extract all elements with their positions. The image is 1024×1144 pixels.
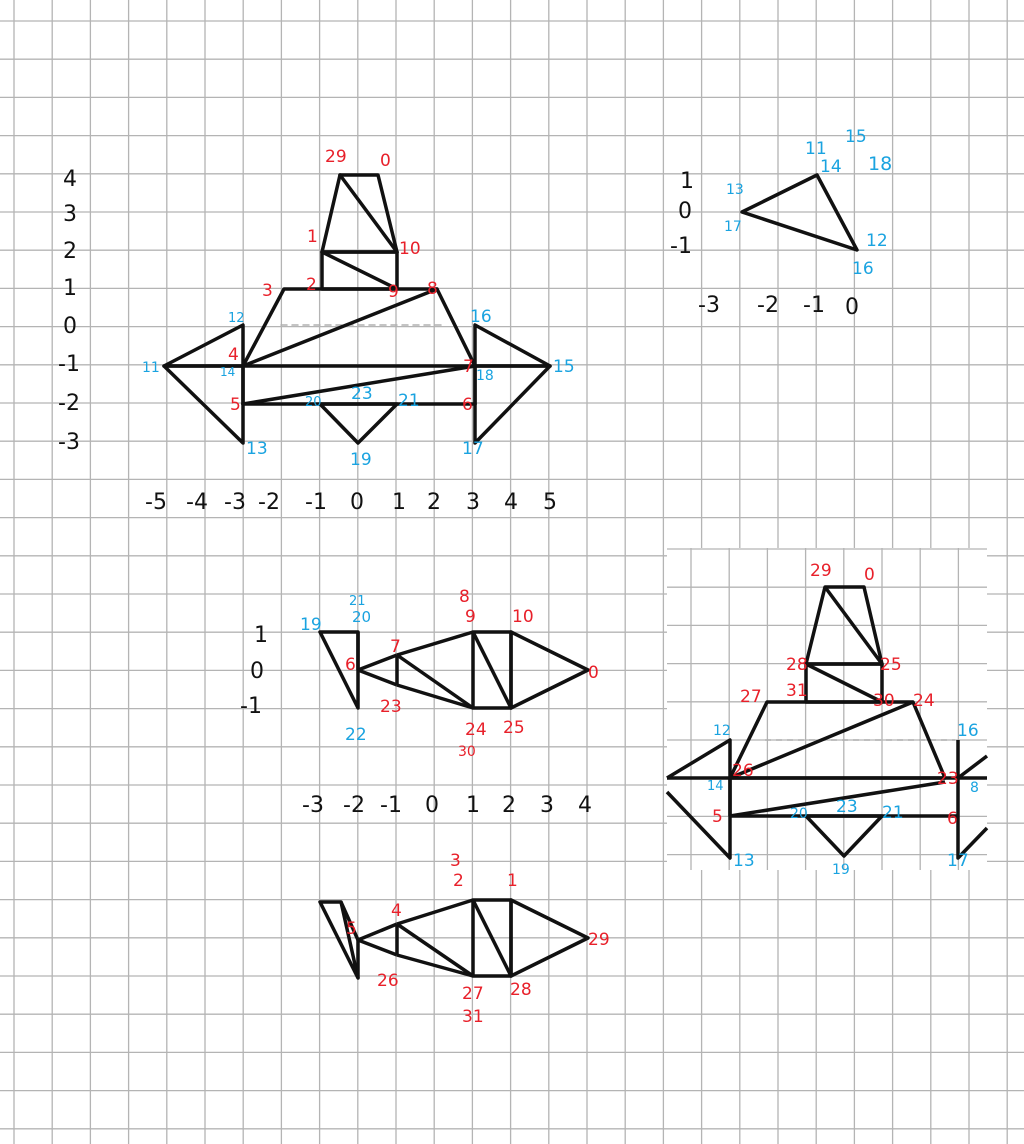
x-tick: -3	[224, 490, 246, 515]
y-tick: 0	[250, 659, 264, 684]
vertex-label: 25	[880, 655, 902, 675]
vertex-label: 11	[142, 360, 160, 376]
vertex-label: 28	[510, 980, 532, 1000]
vertex-label: 26	[377, 971, 399, 991]
vertex-label: 20	[352, 608, 372, 626]
vertex-label: 16	[852, 259, 874, 279]
x-tick: -2	[343, 793, 365, 818]
right-wing-upper	[475, 325, 550, 366]
vertex-label: 11	[805, 139, 827, 159]
vertex-label: 1	[307, 227, 318, 247]
vertex-label: 13	[733, 851, 755, 871]
y-tick: 4	[63, 167, 77, 192]
vertex-label: 19	[300, 615, 322, 635]
vertex-label: 14	[220, 365, 236, 379]
vertex-label: 14	[820, 157, 842, 177]
vertex-label: 20	[790, 806, 808, 822]
vertex-label: 17	[724, 219, 742, 235]
body-trapezoid	[243, 289, 475, 366]
x-tick: 0	[845, 295, 859, 320]
x-tick: 3	[540, 793, 554, 818]
vertex-label: 21	[349, 594, 366, 609]
vertex-label: 16	[957, 721, 979, 741]
x-tick: -4	[186, 490, 208, 515]
vertex-label: 23	[937, 769, 959, 789]
top-trapezoid	[322, 175, 397, 252]
vertex-label: 4	[391, 901, 402, 921]
y-tick: -2	[58, 391, 80, 416]
vertex-label: 7	[390, 637, 401, 657]
vertex-label: 18	[476, 368, 494, 384]
edge	[397, 685, 473, 708]
vertex-label: 13	[726, 182, 744, 198]
x-tick: 5	[543, 490, 557, 515]
x-tick: 3	[466, 490, 480, 515]
vertex-label: 24	[465, 720, 487, 740]
vertex-label: 6	[947, 809, 958, 829]
vertex-label: 16	[470, 307, 492, 327]
x-tick: -1	[305, 490, 327, 515]
vertex-label: 2	[453, 871, 464, 891]
vertex-label: 0	[588, 663, 599, 683]
vertex-label: 21	[398, 391, 420, 411]
y-tick: 2	[63, 239, 77, 264]
y-tick: -1	[240, 694, 262, 719]
vertex-label: 26	[732, 761, 754, 781]
x-tick: 4	[578, 793, 592, 818]
y-tick: 1	[63, 276, 77, 301]
diagram-pasted-copy	[667, 548, 987, 878]
vertex-label: 29	[588, 930, 610, 950]
tail-triangle	[320, 902, 358, 978]
vertex-label: 12	[866, 231, 888, 251]
edge	[397, 924, 473, 976]
vertex-label: 6	[345, 655, 356, 675]
edge	[397, 632, 473, 655]
x-tick: 0	[425, 793, 439, 818]
vertex-label: 21	[882, 803, 904, 823]
y-tick: -1	[58, 352, 80, 377]
vertex-label: 19	[350, 450, 372, 470]
vertex-label: 5	[346, 919, 357, 939]
edge	[358, 655, 397, 670]
x-tick: 1	[466, 793, 480, 818]
vertex-label: 7	[463, 357, 474, 377]
vertex-label: 10	[399, 239, 421, 259]
vertex-label: 24	[913, 691, 935, 711]
vertex-label: 17	[462, 439, 484, 459]
edge	[322, 252, 397, 289]
vertex-label: 30	[458, 744, 476, 760]
vertex-label: 31	[786, 681, 808, 701]
y-tick: 0	[678, 199, 692, 224]
vertex-label: 9	[465, 607, 476, 627]
edge	[397, 900, 473, 924]
diagram-middle-shape-labels	[240, 587, 599, 818]
vertex-label: 13	[246, 439, 268, 459]
x-tick: -5	[145, 490, 167, 515]
vertex-label: 8	[427, 279, 438, 299]
vertex-label: 10	[512, 607, 534, 627]
vertex-label: 14	[707, 779, 724, 794]
vertex-label: 3	[262, 281, 273, 301]
vertex-label: 17	[947, 851, 969, 871]
vertex-label: 31	[462, 1007, 484, 1027]
vertex-label: 29	[810, 561, 832, 581]
vertex-label: 5	[230, 395, 241, 415]
vertex-label: 29	[325, 147, 347, 167]
vertex-label: 8	[459, 587, 470, 607]
vertex-label: 23	[351, 384, 373, 404]
vertex-label: 23	[836, 797, 858, 817]
diagram-bottom-shape-labels	[346, 851, 610, 1027]
x-tick: 2	[502, 793, 516, 818]
vertex-label: 12	[713, 723, 731, 739]
x-tick: -1	[803, 293, 825, 318]
x-tick: 0	[350, 490, 364, 515]
vertex-label: 22	[345, 725, 367, 745]
vertex-label: 8	[970, 780, 979, 796]
vertex-label: 15	[845, 127, 867, 147]
vertex-label: 28	[786, 655, 808, 675]
vertex-label: 20	[305, 395, 322, 410]
vertex-label: 30	[873, 691, 895, 711]
vertex-label: 1	[507, 871, 518, 891]
x-tick: -2	[258, 490, 280, 515]
vertex-label: 19	[832, 862, 850, 878]
y-tick: 0	[63, 314, 77, 339]
vertex-label: 0	[380, 151, 391, 171]
edge	[397, 655, 473, 708]
x-tick: -3	[302, 793, 324, 818]
vertex-label: 27	[462, 984, 484, 1004]
x-tick: 1	[392, 490, 406, 515]
y-tick: 3	[63, 202, 77, 227]
x-tick: 4	[504, 490, 518, 515]
vertex-label: 6	[462, 395, 473, 415]
vertex-label: 5	[712, 807, 723, 827]
edge	[397, 955, 473, 976]
y-tick: 1	[254, 623, 268, 648]
vertex-label: 0	[864, 565, 875, 585]
vertex-label: 18	[868, 153, 893, 175]
vertex-label: 15	[553, 357, 575, 377]
y-tick: -1	[670, 234, 692, 259]
x-tick: 2	[427, 490, 441, 515]
vertex-label: 25	[503, 718, 525, 738]
vertex-label: 9	[388, 282, 399, 302]
vertex-label: 4	[228, 345, 239, 365]
edge	[358, 940, 397, 955]
y-tick: -3	[58, 430, 80, 455]
vertex-label: 23	[380, 697, 402, 717]
bottom-fin	[320, 404, 397, 443]
diagram-bottom-shape	[320, 900, 588, 978]
x-tick: -3	[698, 293, 720, 318]
diagram-main-labels	[58, 147, 575, 515]
vertex-label: 2	[306, 275, 317, 295]
edge	[358, 670, 397, 685]
vertex-label: 12	[228, 311, 245, 326]
vertex-label: 27	[740, 687, 762, 707]
x-tick: -1	[380, 793, 402, 818]
vertex-label: 3	[450, 851, 461, 871]
x-tick: -2	[757, 293, 779, 318]
y-tick: 1	[680, 169, 694, 194]
